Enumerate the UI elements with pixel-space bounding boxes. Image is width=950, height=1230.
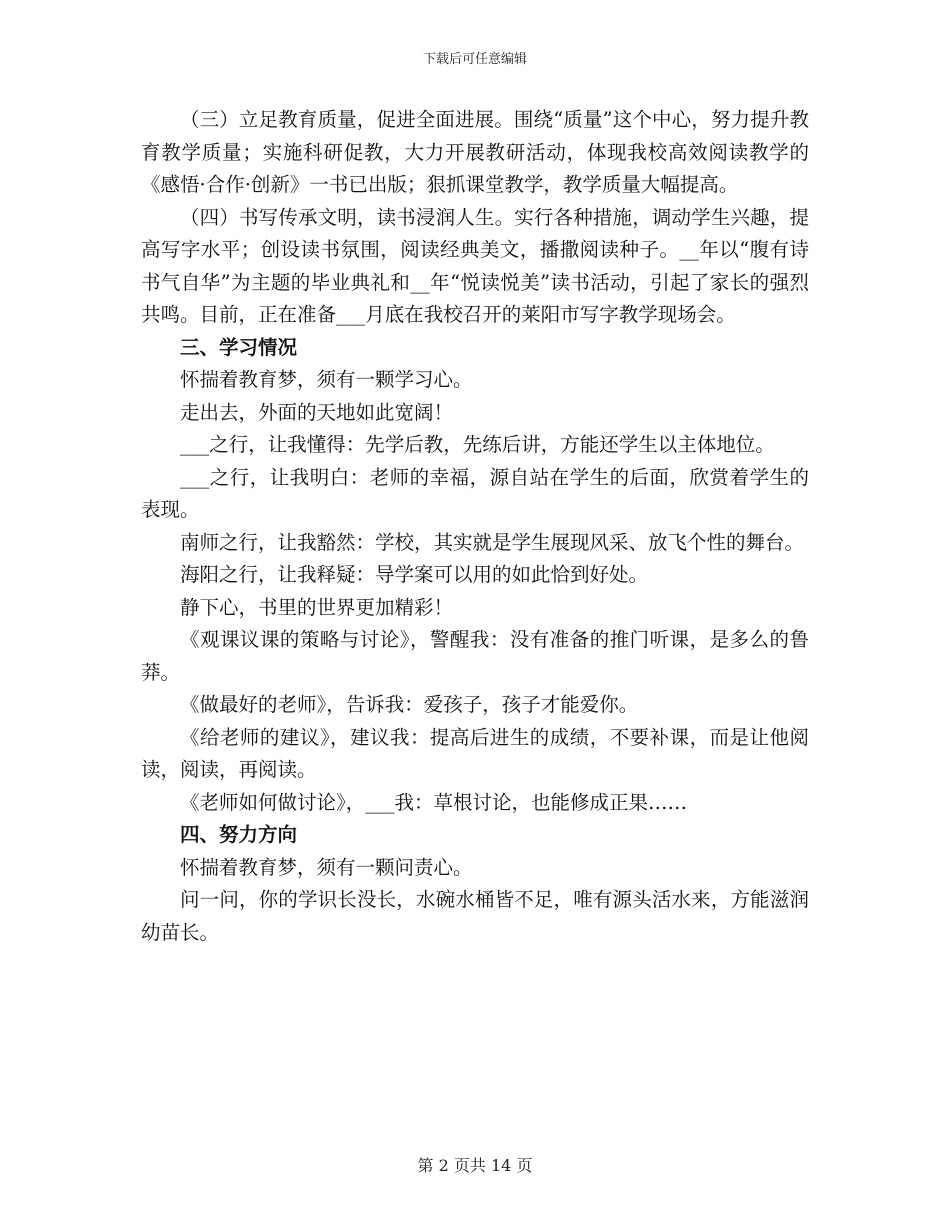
paragraph: 走出去，外面的天地如此宽阔！ — [180, 400, 454, 424]
paragraph: 南师之行，让我豁然：学校，其实就是学生展现风采、放飞个性的舞台。 — [180, 530, 805, 554]
paragraph: 海阳之行，让我释疑：导学案可以用的如此恰到好处。 — [180, 563, 649, 586]
paragraph: 怀揣着教育梦，须有一颗学习心。 — [180, 368, 473, 391]
paragraph: （三）立足教育质量，促进全面进展。围绕“质量”这个中心，努力提升教育教学质量；实施科研促教，大力开展教研活动，体现我校高效阅读教学的《感悟·合作·创新》一书已出版；狠抓课堂教学，教学质量大幅提高。 — [141, 108, 809, 196]
paragraph: 《给老师的建议》，建议我：提高后进生的成绩，不要补课，而是让他阅读，阅读，再阅读。 — [141, 725, 809, 781]
paragraph: 问一问，你的学识长没长，水碗水桶皆不足，唯有源头活水来，方能滋润幼苗长。 — [141, 888, 809, 944]
section-heading: 三、学习情况 — [180, 335, 298, 359]
document-body — [141, 104, 809, 949]
section-heading: 四、努力方向 — [180, 823, 298, 846]
paragraph: （四）书写传承文明，读书浸润人生。实行各种措施，调动学生兴趣，提高写字水平；创设读书氛围，阅读经典美文，播撒阅读种子。__年以“腹有诗书气自华”为主题的毕业典礼和__年“悦读悦美”读书活动，引起了家长的强烈共鸣。目前，正在准备___月底在我校召开的莱阳市写字教学现场会。 — [141, 205, 809, 326]
page-number: 第 2 页共 14 页 — [417, 1156, 533, 1175]
paragraph: 《老师如何做讨论》，___我：草根讨论，也能修成正果…… — [180, 790, 688, 814]
paragraph: ___之行，让我懂得：先学后教，先练后讲，方能还学生以主体地位。 — [180, 433, 775, 456]
paragraph: 《做最好的老师》，告诉我：爱孩子，孩子才能爱你。 — [180, 693, 639, 716]
paragraph: 怀揣着教育梦，须有一颗问责心。 — [180, 855, 473, 879]
paragraph: ___之行，让我明白：老师的幸福，源自站在学生的后面，欣赏着学生的表现。 — [141, 465, 809, 521]
page-header: 下载后可任意编辑 — [422, 52, 527, 67]
paragraph: 静下心，书里的世界更加精彩！ — [180, 595, 454, 619]
paragraph: 《观课议课的策略与讨论》，警醒我：没有准备的推门听课，是多么的鲁莽。 — [141, 628, 809, 684]
